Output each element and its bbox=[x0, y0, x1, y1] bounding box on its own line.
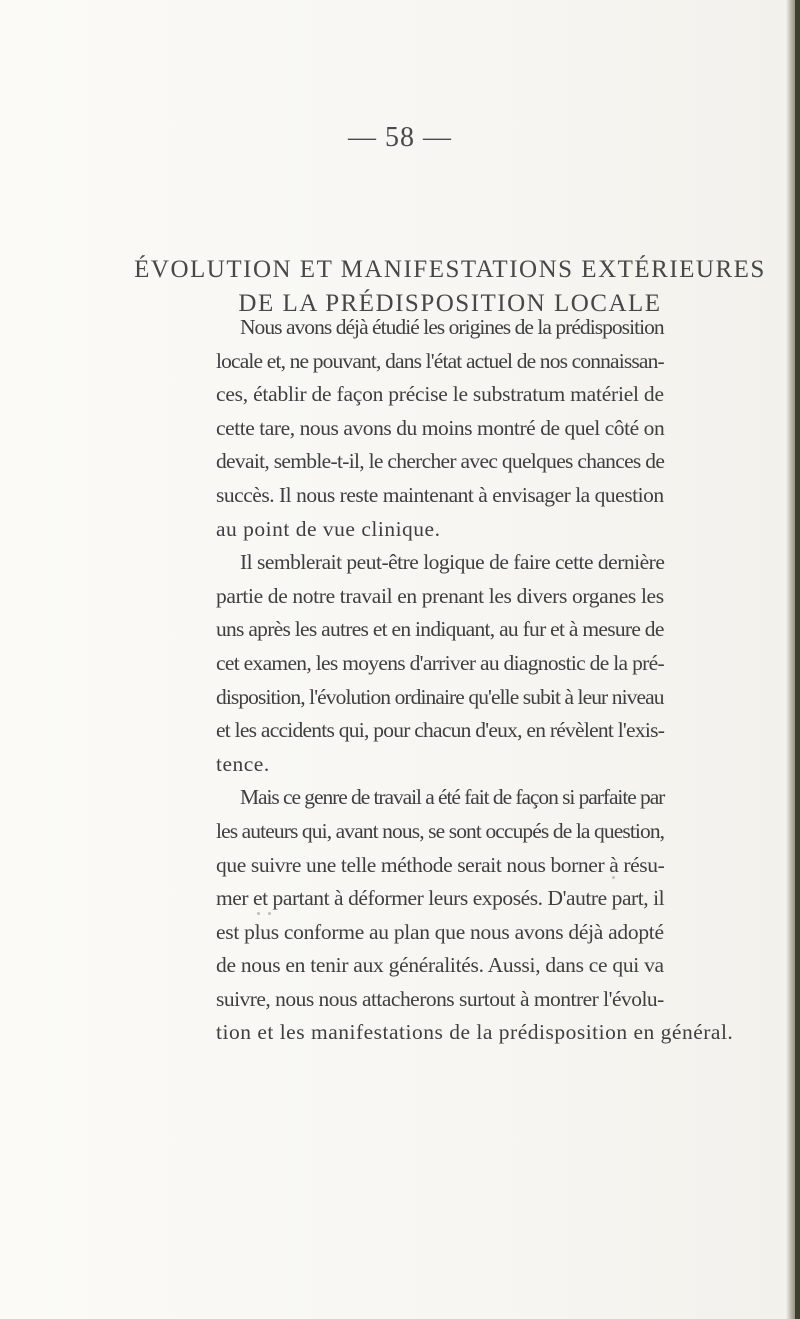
text-line: cette tare, nous avons du moins montré de quel côté on bbox=[216, 415, 665, 440]
paper-speck bbox=[612, 876, 615, 879]
text-line: locale et, ne pouvant, dans l'état actuel de nos connaissan- bbox=[216, 348, 664, 373]
heading-line-2: DE LA PRÉDISPOSITION LOCALE bbox=[238, 290, 662, 317]
text-line: tion et les manifestations de la prédisposition en général. bbox=[216, 1020, 734, 1045]
text-line: que suivre une telle méthode serait nous borner à résu- bbox=[216, 852, 665, 877]
paper-speck bbox=[268, 912, 271, 915]
text-line: les auteurs qui, avant nous, se sont occupés de la question, bbox=[216, 818, 665, 843]
text-line: est plus conforme au plan que nous avons déjà adopté bbox=[216, 919, 664, 944]
heading-line-1: ÉVOLUTION ET MANIFESTATIONS EXTÉRIEURES bbox=[134, 256, 766, 283]
text-line: devait, semble-t-il, le chercher avec quelques chances de bbox=[216, 449, 665, 474]
text-line: succès. Il nous reste maintenant à envisager la question bbox=[216, 482, 664, 507]
text-line: ces, établir de façon précise le substratum matériel de bbox=[216, 382, 664, 407]
text-line: de nous en tenir aux généralités. Aussi, dans ce qui va bbox=[216, 953, 664, 978]
text-line: cet examen, les moyens d'arriver au diagnostic de la pré- bbox=[216, 650, 664, 675]
text-line: Nous avons déjà étudié les origines de la prédisposition bbox=[240, 315, 664, 339]
text-line: suivre, nous nous attacherons surtout à montrer l'évolu- bbox=[216, 986, 664, 1011]
text-line: et les accidents qui, pour chacun d'eux, en révèlent l'exis- bbox=[216, 718, 665, 743]
body-text bbox=[216, 311, 734, 1050]
text-line: uns après les autres et en indiquant, au fur et à mesure de bbox=[216, 617, 664, 642]
text-line: tence. bbox=[216, 751, 270, 776]
text-line: au point de vue clinique. bbox=[216, 516, 441, 541]
text-line: disposition, l'évolution ordinaire qu'elle subit à leur niveau bbox=[216, 684, 664, 709]
text-line: Mais ce genre de travail a été fait de façon si parfaite par bbox=[240, 785, 665, 810]
page-number: — 58 — bbox=[348, 122, 452, 153]
text-line: mer et partant à déformer leurs exposés. D'autre part, il bbox=[216, 886, 665, 911]
text-line: partie de notre travail en prenant les divers organes les bbox=[216, 583, 664, 608]
paper-speck bbox=[257, 912, 260, 915]
text-line: Il semblerait peut-être logique de faire cette dernière bbox=[240, 550, 665, 575]
page-edge-binding bbox=[795, 0, 800, 1319]
